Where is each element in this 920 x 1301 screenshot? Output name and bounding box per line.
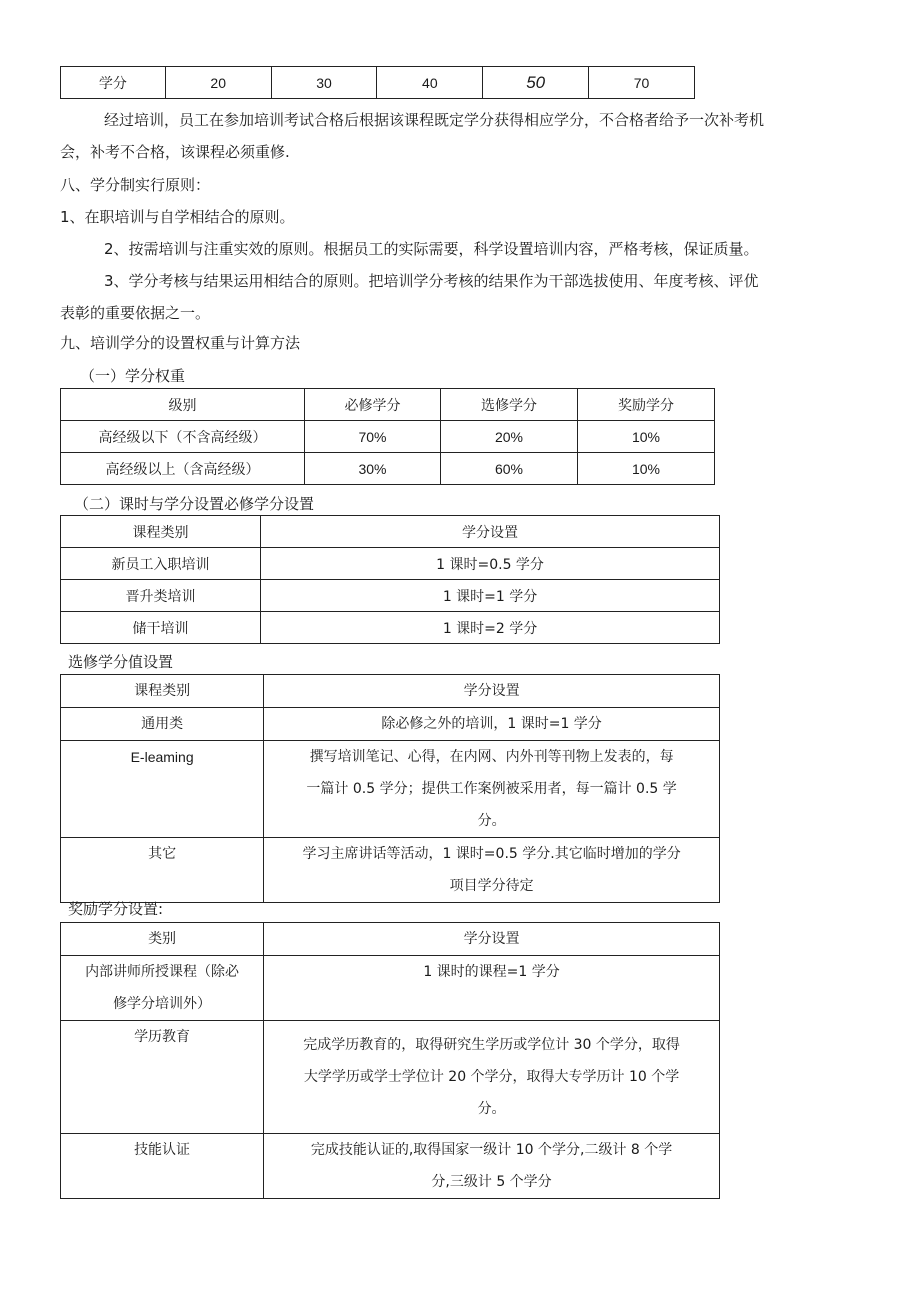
table-row xyxy=(61,548,720,580)
table-cell: 除必修之外的培训，1 课时=1 学分 xyxy=(264,708,720,741)
table-cell: 60% xyxy=(441,453,578,485)
table-row xyxy=(61,956,720,1021)
column-header: 课程类别 xyxy=(61,675,264,708)
table-cell: 10% xyxy=(577,421,714,453)
column-header: 必修学分 xyxy=(305,389,441,421)
table-cell: 10% xyxy=(577,453,714,485)
table-cell: 70% xyxy=(305,421,441,453)
table-row xyxy=(61,421,715,453)
table-row xyxy=(61,612,720,644)
cell-text: E-leaming xyxy=(130,749,194,765)
column-header: 学分设置 xyxy=(264,923,720,956)
paragraph-line: 经过培训，员工在参加培训考试合格后根据该课程既定学分获得相应学分，不合格者给予一次补考机 xyxy=(104,111,765,129)
cell-line: 完成学历教育的，取得研究生学历或学位计 30 个学分，取得 xyxy=(303,1037,680,1053)
table-cell xyxy=(61,838,264,903)
list-item: 1、在职培训与自学相结合的原则。 xyxy=(60,208,295,226)
table-cell xyxy=(61,741,264,838)
table-row xyxy=(61,838,720,903)
table-caption: 选修学分值设置 xyxy=(68,653,174,671)
cell-line: 内部讲师所授课程（除必 xyxy=(85,964,240,980)
table-cell xyxy=(61,1134,264,1199)
table-row xyxy=(61,708,720,741)
cell-line: 修学分培训外） xyxy=(113,996,212,1012)
column-header: 选修学分 xyxy=(441,389,578,421)
table-cell: 通用类 xyxy=(61,708,264,741)
credit-score-row-table xyxy=(60,66,695,99)
table-row xyxy=(61,1134,720,1199)
table-caption: （一）学分权重 xyxy=(80,367,186,385)
cell-line: 1 课时的课程=1 学分 xyxy=(423,964,560,980)
table-cell xyxy=(264,741,720,838)
cell-text: 其它 xyxy=(148,846,177,862)
list-item-continuation: 表彰的重要依据之一。 xyxy=(60,304,211,322)
list-item: 2、按需培训与注重实效的原则。根据员工的实际需要，科学设置培训内容，严格考核，保证质量。 xyxy=(104,240,759,258)
cell-line: 学历教育 xyxy=(134,1029,191,1045)
table-row xyxy=(61,741,720,838)
table-cell xyxy=(264,1021,720,1134)
section-heading: 八、学分制实行原则： xyxy=(60,176,211,194)
table-cell: 新员工入职培训 xyxy=(61,548,261,580)
cell-line: 一篇计 0.5 学分；提供工作案例被采用者，每一篇计 0.5 学 xyxy=(306,781,677,797)
cell-line: 项目学分待定 xyxy=(449,878,534,894)
table-header-row xyxy=(61,923,720,956)
table-cell: 30 xyxy=(271,67,377,99)
table-header-row xyxy=(61,516,720,548)
table-cell: 50 xyxy=(483,67,589,99)
table-caption: 奖励学分设置: xyxy=(68,900,164,918)
column-header: 课程类别 xyxy=(61,516,261,548)
column-header: 奖励学分 xyxy=(577,389,714,421)
table-cell xyxy=(264,1134,720,1199)
table-cell: 1 课时=1 学分 xyxy=(261,580,720,612)
table-cell: 高经级以上（含高经级） xyxy=(61,453,305,485)
cell-line: 分。 xyxy=(477,1101,506,1117)
column-header: 学分设置 xyxy=(261,516,720,548)
table-header-row xyxy=(61,389,715,421)
elective-credits-table xyxy=(60,674,720,903)
list-item: 3、学分考核与结果运用相结合的原则。把培训学分考核的结果作为干部选拔使用、年度考核、评优 xyxy=(104,272,759,290)
table-row xyxy=(61,67,695,99)
table-cell: 晋升类培训 xyxy=(61,580,261,612)
cell-line: 技能认证 xyxy=(134,1142,191,1158)
cell-line: 分。 xyxy=(477,813,506,829)
paragraph-line: 会，补考不合格，该课程必须重修. xyxy=(60,143,290,161)
column-header: 类别 xyxy=(61,923,264,956)
table-cell xyxy=(61,956,264,1021)
cell-line: 完成技能认证的,取得国家一级计 10 个学分,二级计 8 个学 xyxy=(310,1142,673,1158)
table-cell: 70 xyxy=(589,67,695,99)
table-cell: 1 课时=2 学分 xyxy=(261,612,720,644)
table-caption: （二）课时与学分设置必修学分设置 xyxy=(74,495,315,513)
table-cell xyxy=(264,838,720,903)
weights-table xyxy=(60,388,715,485)
table-cell: 40 xyxy=(377,67,483,99)
table-cell xyxy=(264,956,720,1021)
column-header: 级别 xyxy=(61,389,305,421)
section-heading: 九、培训学分的设置权重与计算方法 xyxy=(60,334,301,352)
table-cell: 20 xyxy=(165,67,271,99)
cell-line: 大学学历或学士学位计 20 个学分，取得大专学历计 10 个学 xyxy=(303,1069,680,1085)
table-cell: 1 课时=0.5 学分 xyxy=(261,548,720,580)
table-cell: 30% xyxy=(305,453,441,485)
table-header-row xyxy=(61,675,720,708)
required-credits-table xyxy=(60,515,720,644)
table-cell xyxy=(61,1021,264,1134)
reward-credits-table xyxy=(60,922,720,1199)
table-cell: 高经级以下（不含高经级） xyxy=(61,421,305,453)
table-row xyxy=(61,580,720,612)
cell-line: 撰写培训笔记、心得，在内网、内外刊等刊物上发表的，每 xyxy=(309,749,674,765)
column-header: 学分设置 xyxy=(264,675,720,708)
table-cell: 储干培训 xyxy=(61,612,261,644)
cell-line: 分,三级计 5 个学分 xyxy=(431,1174,552,1190)
row-label: 学分 xyxy=(61,67,166,99)
table-row xyxy=(61,1021,720,1134)
cell-line: 学习主席讲话等活动，1 课时=0.5 学分.其它临时增加的学分 xyxy=(302,846,681,862)
table-row xyxy=(61,453,715,485)
table-cell: 20% xyxy=(441,421,578,453)
